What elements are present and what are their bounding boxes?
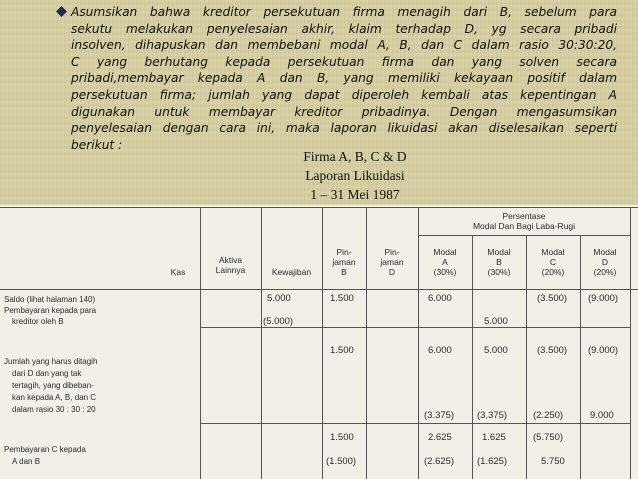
col-divider	[261, 207, 262, 479]
row-label: kan kepada A, B, dan C	[12, 393, 97, 402]
cell-value: (5.750)	[533, 432, 564, 443]
col-header-modal-b: Modal B (30%)	[487, 247, 511, 277]
cell-value: (2.625)	[424, 456, 455, 467]
row-rule	[200, 327, 630, 328]
cell-value: 1.500	[330, 345, 354, 356]
col-divider	[200, 207, 201, 479]
col-header-kas: Kas	[170, 267, 186, 277]
cell-value: (9.000)	[588, 345, 619, 356]
cell-value: 5.000	[267, 293, 291, 304]
intro-line: C yang berhutang kepada persekutuan firma dan yang solven secara	[71, 54, 617, 69]
row-label: dalam rasio 30 : 30 : 20	[12, 405, 96, 414]
row-label: kreditor oleh B	[12, 317, 64, 326]
cell-value: (9.000)	[588, 293, 619, 304]
col-header-aktiva: Aktiva Lainnya	[215, 255, 246, 275]
row-label: Pembayaran kepada para	[4, 306, 97, 315]
intro-line: penyelesaian dengan cara ini, maka laporan likuidasi akan diselesaikan seperti	[71, 121, 617, 136]
cell-value: 1.625	[482, 432, 506, 443]
cell-value: 6.000	[428, 345, 452, 356]
cell-value: (2.250)	[533, 410, 564, 421]
row-label: Pembayaran C kepada	[4, 445, 86, 454]
col-header-modal-d: Modal D (20%)	[593, 247, 617, 277]
intro-line: digunakan untuk membayar kreditor pribadinya. Dengan mengasumsikan	[71, 104, 617, 119]
report-period: 1 – 31 Mei 1987	[310, 187, 400, 202]
cell-value: 5.750	[541, 456, 565, 467]
col-header-modal-a: Modal A (30%)	[433, 247, 457, 277]
col-header-pinjaman-b: Pin- jaman B	[332, 247, 356, 277]
col-header-kewajiban: Kewajiban	[271, 267, 312, 277]
cell-value: 5.000	[484, 316, 508, 327]
cell-value: (3.500)	[537, 293, 568, 304]
firm-name: Firma A, B, C & D	[303, 149, 407, 164]
intro-line: sekutu melakukan penyelesaian akhir, klaim terhadap D, yg secara pribadi	[71, 21, 617, 36]
report-title: Laporan Likuidasi	[305, 168, 405, 183]
cell-value: 5.000	[484, 345, 508, 356]
header-bottom-border	[0, 289, 638, 290]
cell-value: (1.625)	[477, 456, 508, 467]
row-label: Saldo (lihat halaman 140)	[4, 295, 96, 304]
intro-line: pribadi,membayar kepada A dan B, yang memiliki kekayaan positif dalam	[71, 71, 617, 86]
intro-line: Asumsikan bahwa kreditor persekutuan firma menagih dari B, sebelum para	[71, 5, 617, 19]
col-divider	[630, 207, 631, 479]
table-top-border	[0, 207, 638, 208]
cell-value: (3.375)	[477, 410, 508, 421]
intro-paragraph	[57, 4, 617, 153]
cell-value: (3.500)	[537, 345, 568, 356]
row-label: Jumlah yang harus ditagih	[4, 357, 98, 366]
report-heading	[270, 147, 440, 204]
col-header-modal-c: Modal C (20%)	[541, 247, 565, 277]
liquidation-table-image	[0, 205, 638, 479]
col-header-pinjaman-d: Pin- jaman D	[380, 247, 404, 277]
cell-value: 9.000	[590, 410, 614, 421]
cell-value: (1.500)	[326, 456, 357, 467]
intro-line: persekutuan firma; jumlah yang dapat diperoleh kembali atas kepentingan A	[71, 87, 617, 102]
cell-value: (3.375)	[424, 410, 455, 421]
intro-line: berikut :	[71, 137, 123, 152]
group-header-rule	[418, 235, 630, 236]
cell-value: 6.000	[428, 293, 452, 304]
cell-value: 2.625	[428, 432, 452, 443]
row-label: A dan B	[12, 457, 41, 466]
row-rule	[200, 423, 630, 424]
row-label: tertagih, yang dibeban-	[12, 381, 94, 390]
group-header: Persentase Modal Dan Bagi Laba-Rugi	[472, 211, 576, 231]
cell-value: 1.500	[330, 293, 354, 304]
cell-value: (5.000)	[263, 316, 294, 327]
row-label: dari D dan yang tak	[12, 369, 82, 378]
cell-value: 1.500	[330, 432, 354, 443]
intro-line: insolven, dihapuskan dan membebani modal A, B, dan C dalam rasio 30:30:20,	[71, 38, 617, 53]
